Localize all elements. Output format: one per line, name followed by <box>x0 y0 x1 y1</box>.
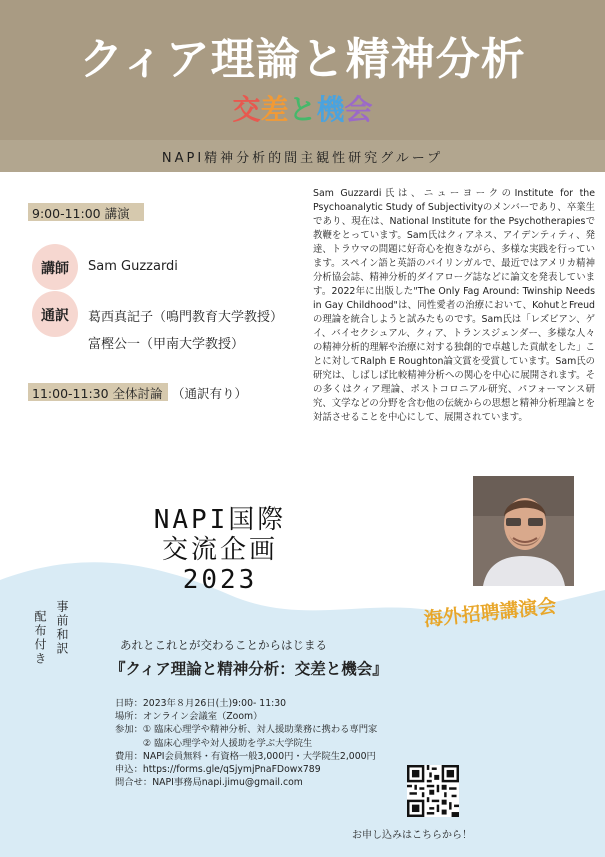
event-tagline: あれとこれとが交わることからはじまる <box>120 638 327 652</box>
event-title: 『クィア理論と精神分析：交差と機会』 <box>110 660 388 678</box>
subtitle <box>0 92 605 128</box>
interpreter-1: 葛西真記子（鳴門教育大学教授） <box>88 310 284 325</box>
discussion-note: （通訳有り） <box>172 386 248 401</box>
side-note-col2: 配布付き <box>33 610 47 666</box>
interpreter-role: 通訳 <box>41 308 69 324</box>
program-title-line3: 2023 <box>182 565 258 595</box>
speaker-portrait-icon <box>473 476 574 586</box>
detail-fee: 費用：NAPI会員無料・有資格一般3,000円・大学院生2,000円 <box>115 750 376 762</box>
detail-participants-2: ② 臨床心理学や対人援助を学ぶ大学院生 <box>115 737 313 749</box>
program-title <box>110 505 330 595</box>
speaker-name: Sam Guzzardi <box>88 259 178 274</box>
main-title: クィア理論と精神分析 <box>79 34 526 85</box>
speaker-role: 講師 <box>41 261 69 277</box>
group-name: NAPI精神分析的間主観性研究グループ <box>161 151 444 166</box>
subtitle-char: 会 <box>344 93 373 126</box>
detail-date: 日時：2023年８月26日(土)9:00- 11:30 <box>115 698 287 709</box>
invited-lecture-label: 海外招聘講演会 <box>422 595 558 631</box>
subtitle-char: 機 <box>316 93 345 126</box>
speaker-photo <box>473 476 574 586</box>
speaker-bio: Sam Guzzardi氏は、ニューヨークのInstitute for the Psychoanalytic Study of Subjectivityのメンバーであり、卒業生であり、現在は、National Institute for the Psychotherapiesで教鞭をとっています。Sam氏はクィアネス、アイデンティティ、発達、トラウマの問題に好奇心を抱きながら、多様な実践を行っています。スペイン語と英語のバイリンガルで、最近ではアメリカ精神分析協会誌、精神分析的ダイアローグ誌などに論文を発表しています。2022年に出版した"The Only Fag Around: Twinship Needs in Gay Childhood"は、同性愛者の治療において、KohutとFreudの理論を統合しようと試みたものです。Sam氏は「レズビアン、ゲイ、バイセクシュアル、クィア、トランスジェンダー、多様な人々の精神分析的理解や治療に対する独創的で卓越した貢献をした」ことに対してRalph E Roughton論文賞を受賞しています。Sam氏の研究は、しばしば比較精神分析への関心を中心に展開されます。その多くはクィア理論、ポストコロニアル研究、パフォーマンス研究、文学などの分野を含む他の伝統からの思想と精神分析理論とを対話させることを中心にして、展開されています。 <box>313 188 595 423</box>
program-title-line2: 交流企画 <box>161 535 278 565</box>
subtitle-char: 差 <box>260 93 289 126</box>
discussion-time: 11:00-11:30 全体討論 <box>32 386 163 401</box>
apply-note: お申し込みはこちらから！ <box>352 830 472 841</box>
detail-registration-link[interactable]: 申込：https://forms.gle/qSjymjPnaFDowx789 <box>115 764 321 776</box>
program-title-line1: NAPI国際 <box>153 505 287 535</box>
lecture-time: 9:00-11:00 講演 <box>32 206 130 221</box>
side-note <box>20 600 86 750</box>
subtitle-char: と <box>288 93 317 126</box>
interpreter-2: 富樫公一（甲南大学教授） <box>88 337 245 352</box>
detail-participants-1: 参加：① 臨床心理学や精神分析、対人援助業務に携わる専門家 <box>115 724 378 736</box>
detail-venue: 場所：オンライン会議室（Zoom） <box>115 711 263 723</box>
event-details <box>115 697 415 789</box>
subtitle-char: 交 <box>232 93 261 126</box>
detail-contact: 問合せ：NAPI事務局napi.jimu@gmail.com <box>115 777 303 789</box>
side-note-col1: 事前和訳 <box>55 600 69 656</box>
qr-code-icon[interactable] <box>407 765 459 817</box>
